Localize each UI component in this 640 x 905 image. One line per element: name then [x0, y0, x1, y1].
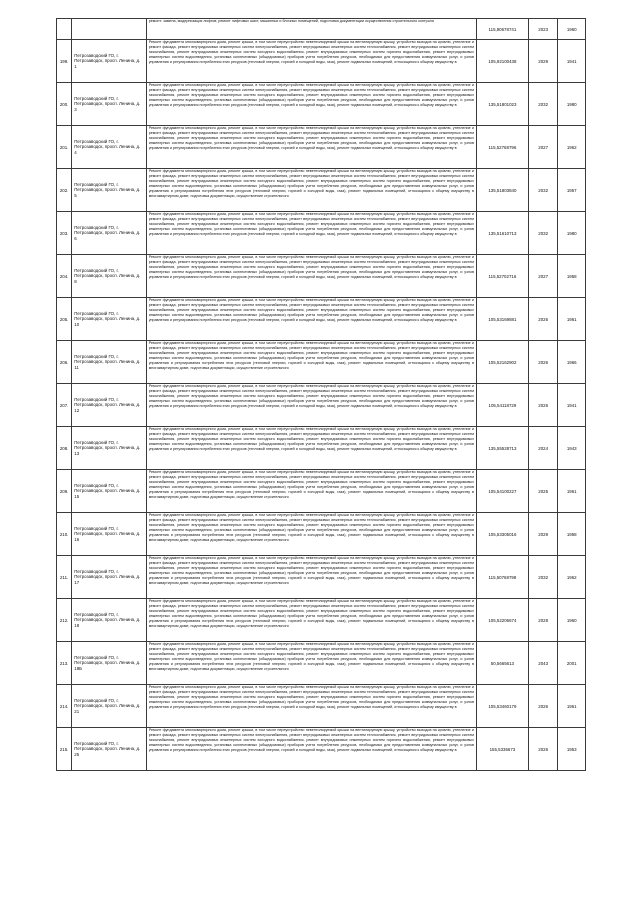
cost-amount-cell: 105,52206674: [476, 599, 528, 642]
address-cell: Петрозаводский ГО, г. Петрозаводск, просп. Ленина, д. 12: [72, 384, 146, 427]
planned-year-cell: 2026: [528, 384, 558, 427]
row-number-cell: 202.: [57, 169, 72, 212]
work-description-text: ремонт: замена, модернизация лифтов; ремонт лифтовых шахт, машинных и блочных помещений, подготовка документации осуществления строительного контроля: [148, 19, 434, 23]
row-number-cell: 205.: [57, 298, 72, 341]
table-row: [57, 556, 586, 599]
row-number-cell: 213.: [57, 642, 72, 685]
row-number-cell: 200.: [57, 83, 72, 126]
work-description-cell: [146, 255, 476, 298]
work-description-text: Ремонт фундамента многоквартирного дома, ремонт крыши, в том числе переустройство невентилируемой крыши на вентилируемую крышу, устройство выходов на кровлю, утепление и ремонт фасада, ремонт внутридомовых инженерных систем электроснабжения, ремонт внутридомовых инженерных систем теплоснабжения, ремонт внутридомовых инженерных систем газоснабжения, ремонт внутридомовых инженерных систем холодного водоснабжения, ремонт внутридомовых инженерных систем горячего водоснабжения, ремонт внутридомовых инженерных систем водоотведения, установка коллективных (общедомовых) приборов учета потребления ресурсов, необходимых для предоставления коммунальных услуг, и узлов управления и регулирования потребления этих ресурсов (тепловой энергии, горячей и холодной воды, газа), ремонт подвальных помещений, относящихся к общему имуществу в: [148, 728, 474, 752]
table-row: [57, 384, 586, 427]
cost-amount-cell: 115,90678741: [476, 19, 528, 40]
cost-amount-cell: 105,53460179: [476, 685, 528, 728]
cost-amount-cell: 135,55528713: [476, 427, 528, 470]
table-row: [57, 685, 586, 728]
row-number-cell: 199.: [57, 40, 72, 83]
planned-year-cell: 2026: [528, 298, 558, 341]
build-year-cell: 1961: [558, 685, 586, 728]
work-description-text: Ремонт фундамента многоквартирного дома, ремонт крыши, в том числе переустройство невентилируемой крыши на вентилируемую крышу, устройство выходов на кровлю, утепление и ремонт фасада, ремонт внутридомовых инженерных систем электроснабжения, ремонт внутридомовых инженерных систем теплоснабжения, ремонт внутридомовых инженерных систем газоснабжения, ремонт внутридомовых инженерных систем холодного водоснабжения, ремонт внутридомовых инженерных систем горячего водоснабжения, ремонт внутридомовых инженерных систем водоотведения, установка коллективных (общедомовых) приборов учета потребления ресурсов, необходимых для предоставления коммунальных услуг, и узлов управления и регулирования потребления этих ресурсов (тепловой энергии, горячей и холодной воды, газа), ремонт подвальных помещений, относящихся к общему имуществу в многоквартирном доме, подготовка документации, осуществление строительного: [148, 169, 474, 198]
work-description-text: Ремонт фундамента многоквартирного дома, ремонт крыши, в том числе переустройство невентилируемой крыши на вентилируемую крышу, устройство выходов на кровлю, утепление и ремонт фасада, ремонт внутридомовых инженерных систем электроснабжения, ремонт внутридомовых инженерных систем теплоснабжения, ремонт внутридомовых инженерных систем газоснабжения, ремонт внутридомовых инженерных систем холодного водоснабжения, ремонт внутридомовых инженерных систем горячего водоснабжения, ремонт внутридомовых инженерных систем водоотведения, установка коллективных (общедомовых) приборов учета потребления ресурсов, необходимых для предоставления коммунальных услуг, и узлов управления и регулирования потребления этих ресурсов (тепловой энергии, горячей и холодной воды, газа), ремонт подвальных помещений, относящихся к общему имуществу в: [148, 427, 474, 451]
row-number-cell: 215.: [57, 728, 72, 771]
cost-amount-cell: 105,54118729: [476, 384, 528, 427]
table-row: [57, 83, 586, 126]
row-number-cell: 211.: [57, 556, 72, 599]
row-number-cell: 212.: [57, 599, 72, 642]
build-year-cell: 1962: [558, 556, 586, 599]
planned-year-cell: 2026: [528, 728, 558, 771]
planned-year-cell: 2028: [528, 599, 558, 642]
table-row: [57, 255, 586, 298]
table-body: [57, 19, 586, 771]
address-cell: Петрозаводский ГО, г. Петрозаводск, просп. Ленина, д. 6: [72, 212, 146, 255]
cost-amount-cell: 135,51801023: [476, 83, 528, 126]
planned-year-cell: 2023: [528, 19, 558, 40]
table-row: [57, 40, 586, 83]
table-row: [57, 212, 586, 255]
cost-amount-cell: 135,51610713: [476, 212, 528, 255]
table-row: [57, 513, 586, 556]
work-description-cell: [146, 427, 476, 470]
work-description-cell: [146, 728, 476, 771]
row-number-cell: 204.: [57, 255, 72, 298]
planned-year-cell: 2032: [528, 212, 558, 255]
work-description-cell: [146, 470, 476, 513]
work-description-cell: [146, 685, 476, 728]
build-year-cell: 2001: [558, 642, 586, 685]
build-year-cell: 1957: [558, 169, 586, 212]
work-description-cell: [146, 556, 476, 599]
build-year-cell: 1960: [558, 599, 586, 642]
row-number-cell: 208.: [57, 427, 72, 470]
planned-year-cell: 2026: [528, 685, 558, 728]
planned-year-cell: 2026: [528, 341, 558, 384]
address-cell: Петрозаводский ГО, г. Петрозаводск, просп. Ленина, д. 10: [72, 298, 146, 341]
row-number-cell: 201.: [57, 126, 72, 169]
work-description-cell: [146, 126, 476, 169]
work-description-text: Ремонт фундамента многоквартирного дома, ремонт крыши, в том числе переустройство невентилируемой крыши на вентилируемую крышу, устройство выходов на кровлю, утепление и ремонт фасада, ремонт внутридомовых инженерных систем электроснабжения, ремонт внутридомовых инженерных систем теплоснабжения, ремонт внутридомовых инженерных систем газоснабжения, ремонт внутридомовых инженерных систем холодного водоснабжения, ремонт внутридомовых инженерных систем горячего водоснабжения, ремонт внутридомовых инженерных систем водоотведения, установка коллективных (общедомовых) приборов учета потребления ресурсов, необходимых для предоставления коммунальных услуг, и узлов управления и регулирования потребления этих ресурсов (тепловой энергии, горячей и холодной воды, газа), ремонт подвальных помещений, относящихся к общему имуществу в: [148, 212, 474, 236]
cost-amount-cell: 105,52162902: [476, 341, 528, 384]
cost-amount-cell: 105,92100438: [476, 40, 528, 83]
planned-year-cell: 2032: [528, 556, 558, 599]
cost-amount-cell: 105,53169881: [476, 298, 528, 341]
work-description-text: Ремонт фундамента многоквартирного дома, ремонт крыши, в том числе переустройство невентилируемой крыши на вентилируемую крышу, устройство выходов на кровлю, утепление и ремонт фасада, ремонт внутридомовых инженерных систем электроснабжения, ремонт внутридомовых инженерных систем теплоснабжения, ремонт внутридомовых инженерных систем газоснабжения, ремонт внутридомовых инженерных систем холодного водоснабжения, ремонт внутридомовых инженерных систем горячего водоснабжения, ремонт внутридомовых инженерных систем водоотведения, установка коллективных (общедомовых) приборов учета потребления ресурсов, необходимых для предоставления коммунальных услуг, и узлов управления и регулирования потребления этих ресурсов (тепловой энергии, горячей и холодной воды, газа), ремонт подвальных помещений, относящихся к общему имуществу в многоквартирном доме, подготовка документации, осуществление строительного: [148, 556, 474, 585]
table-row: [57, 599, 586, 642]
table-row: [57, 298, 586, 341]
planned-year-cell: 2032: [528, 169, 558, 212]
build-year-cell: 1958: [558, 255, 586, 298]
planned-year-cell: 2043: [528, 642, 558, 685]
work-description-text: Ремонт фундамента многоквартирного дома, ремонт крыши, в том числе переустройство невентилируемой крыши на вентилируемую крышу, устройство выходов на кровлю, утепление и ремонт фасада, ремонт внутридомовых инженерных систем электроснабжения, ремонт внутридомовых инженерных систем теплоснабжения, ремонт внутридомовых инженерных систем газоснабжения, ремонт внутридомовых инженерных систем холодного водоснабжения, ремонт внутридомовых инженерных систем горячего водоснабжения, ремонт внутридомовых инженерных систем водоотведения, установка коллективных (общедомовых) приборов учета потребления ресурсов, необходимых для предоставления коммунальных услуг, и узлов управления и регулирования потребления этих ресурсов (тепловой энергии, горячей и холодной воды, газа), ремонт подвальных помещений, относящихся к общему имуществу в: [148, 298, 474, 322]
cost-amount-cell: 115,50768798: [476, 556, 528, 599]
table-row: [57, 728, 586, 771]
planned-year-cell: 2029: [528, 40, 558, 83]
work-description-text: Ремонт фундамента многоквартирного дома, ремонт крыши, в том числе переустройство невентилируемой крыши на вентилируемую крышу, устройство выходов на кровлю, утепление и ремонт фасада, ремонт внутридомовых инженерных систем электроснабжения, ремонт внутридомовых инженерных систем теплоснабжения, ремонт внутридомовых инженерных систем газоснабжения, ремонт внутридомовых инженерных систем холодного водоснабжения, ремонт внутридомовых инженерных систем горячего водоснабжения, ремонт внутридомовых инженерных систем водоотведения, установка коллективных (общедомовых) приборов учета потребления ресурсов, необходимых для предоставления коммунальных услуг, и узлов управления и регулирования потребления этих ресурсов (тепловой энергии, горячей и холодной воды, газа), ремонт подвальных помещений, относящихся к общему имуществу в многоквартирном доме, подготовка документации, осуществление строительного: [148, 470, 474, 499]
work-description-cell: [146, 40, 476, 83]
address-cell: Петрозаводский ГО, г. Петрозаводск, просп. Ленина, д. 17: [72, 556, 146, 599]
planned-year-cell: 2027: [528, 255, 558, 298]
planned-year-cell: 2032: [528, 83, 558, 126]
address-cell: [72, 19, 146, 40]
row-number-cell: [57, 19, 72, 40]
build-year-cell: 1953: [558, 728, 586, 771]
capital-repair-table: [56, 18, 586, 771]
work-description-cell: [146, 83, 476, 126]
registry-table-page: [56, 18, 586, 771]
table-row: [57, 19, 586, 40]
work-description-cell: [146, 513, 476, 556]
build-year-cell: 1943: [558, 427, 586, 470]
build-year-cell: 1958: [558, 513, 586, 556]
work-description-text: Ремонт фундамента многоквартирного дома, ремонт крыши, в том числе переустройство невентилируемой крыши на вентилируемую крышу, устройство выходов на кровлю, утепление и ремонт фасада, ремонт внутридомовых инженерных систем электроснабжения, ремонт внутридомовых инженерных систем теплоснабжения, ремонт внутридомовых инженерных систем газоснабжения, ремонт внутридомовых инженерных систем холодного водоснабжения, ремонт внутридомовых инженерных систем горячего водоснабжения, ремонт внутридомовых инженерных систем водоотведения, установка коллективных (общедомовых) приборов учета потребления ресурсов, необходимых для предоставления коммунальных услуг, и узлов управления и регулирования потребления этих ресурсов (тепловой энергии, горячей и холодной воды, газа), ремонт подвальных помещений, относящихся к общему имуществу в: [148, 685, 474, 709]
address-cell: Петрозаводский ГО, г. Петрозаводск, просп. Ленина, д. 1: [72, 40, 146, 83]
work-description-text: Ремонт фундамента многоквартирного дома, ремонт крыши, в том числе переустройство невентилируемой крыши на вентилируемую крышу, устройство выходов на кровлю, утепление и ремонт фасада, ремонт внутридомовых инженерных систем электроснабжения, ремонт внутридомовых инженерных систем теплоснабжения, ремонт внутридомовых инженерных систем газоснабжения, ремонт внутридомовых инженерных систем холодного водоснабжения, ремонт внутридомовых инженерных систем горячего водоснабжения, ремонт внутридомовых инженерных систем водоотведения, установка коллективных (общедомовых) приборов учета потребления ресурсов, необходимых для предоставления коммунальных услуг, и узлов управления и регулирования потребления этих ресурсов (тепловой энергии, горячей и холодной воды, газа), ремонт подвальных помещений, относящихся к общему имуществу в: [148, 255, 474, 279]
row-number-cell: 207.: [57, 384, 72, 427]
build-year-cell: 1941: [558, 40, 586, 83]
work-description-cell: [146, 599, 476, 642]
planned-year-cell: 2024: [528, 427, 558, 470]
cost-amount-cell: 105,54100227: [476, 470, 528, 513]
cost-amount-cell: 105,53305016: [476, 513, 528, 556]
row-number-cell: 209.: [57, 470, 72, 513]
build-year-cell: 1966: [558, 341, 586, 384]
build-year-cell: 1961: [558, 298, 586, 341]
work-description-cell: [146, 341, 476, 384]
build-year-cell: 1980: [558, 83, 586, 126]
address-cell: Петрозаводский ГО, г. Петрозаводск, просп. Ленина, д. 5: [72, 169, 146, 212]
build-year-cell: 1941: [558, 384, 586, 427]
work-description-cell: [146, 19, 476, 40]
address-cell: Петрозаводский ГО, г. Петрозаводск, просп. Ленина, д. 8: [72, 255, 146, 298]
address-cell: Петрозаводский ГО, г. Петрозаводск, просп. Ленина, д. 25: [72, 728, 146, 771]
row-number-cell: 214.: [57, 685, 72, 728]
build-year-cell: 1960: [558, 19, 586, 40]
work-description-cell: [146, 212, 476, 255]
table-row: [57, 341, 586, 384]
row-number-cell: 203.: [57, 212, 72, 255]
build-year-cell: 1962: [558, 126, 586, 169]
work-description-cell: [146, 642, 476, 685]
cost-amount-cell: 115,52702716: [476, 255, 528, 298]
cost-amount-cell: 115,52768796: [476, 126, 528, 169]
table-row: [57, 169, 586, 212]
work-description-cell: [146, 384, 476, 427]
cost-amount-cell: 135,51803840: [476, 169, 528, 212]
address-cell: Петрозаводский ГО, г. Петрозаводск, просп. Ленина, д. 18: [72, 599, 146, 642]
table-row: [57, 642, 586, 685]
work-description-text: Ремонт фундамента многоквартирного дома, ремонт крыши, в том числе переустройство невентилируемой крыши на вентилируемую крышу, устройство выходов на кровлю, утепление и ремонт фасада, ремонт внутридомовых инженерных систем электроснабжения, ремонт внутридомовых инженерных систем теплоснабжения, ремонт внутридомовых инженерных систем газоснабжения, ремонт внутридомовых инженерных систем холодного водоснабжения, ремонт внутридомовых инженерных систем горячего водоснабжения, ремонт внутридомовых инженерных систем водоотведения, установка коллективных (общедомовых) приборов учета потребления ресурсов, необходимых для предоставления коммунальных услуг, и узлов управления и регулирования потребления этих ресурсов (тепловой энергии, горячей и холодной воды, газа), ремонт подвальных помещений, относящихся к общему имуществу в: [148, 126, 474, 150]
row-number-cell: 206.: [57, 341, 72, 384]
work-description-text: Ремонт фундамента многоквартирного дома, ремонт крыши, в том числе переустройство невентилируемой крыши на вентилируемую крышу, устройство выходов на кровлю, утепление и ремонт фасада, ремонт внутридомовых инженерных систем электроснабжения, ремонт внутридомовых инженерных систем теплоснабжения, ремонт внутридомовых инженерных систем газоснабжения, ремонт внутридомовых инженерных систем холодного водоснабжения, ремонт внутридомовых инженерных систем горячего водоснабжения, ремонт внутридомовых инженерных систем водоотведения, установка коллективных (общедомовых) приборов учета потребления ресурсов, необходимых для предоставления коммунальных услуг, и узлов управления и регулирования потребления этих ресурсов (тепловой энергии, горячей и холодной воды, газа), ремонт подвальных помещений, относящихся к общему имуществу в: [148, 384, 474, 408]
address-cell: Петрозаводский ГО, г. Петрозаводск, просп. Ленина, д. 3: [72, 83, 146, 126]
work-description-text: Ремонт фундамента многоквартирного дома, ремонт крыши, в том числе переустройство невентилируемой крыши на вентилируемую крышу, устройство выходов на кровлю, утепление и ремонт фасада, ремонт внутридомовых инженерных систем электроснабжения, ремонт внутридомовых инженерных систем теплоснабжения, ремонт внутридомовых инженерных систем газоснабжения, ремонт внутридомовых инженерных систем холодного водоснабжения, ремонт внутридомовых инженерных систем горячего водоснабжения, ремонт внутридомовых инженерных систем водоотведения, установка коллективных (общедомовых) приборов учета потребления ресурсов, необходимых для предоставления коммунальных услуг, и узлов управления и регулирования потребления этих ресурсов (тепловой энергии, горячей и холодной воды, газа), ремонт подвальных помещений, относящихся к общему имуществу в многоквартирном доме, подготовка документации, осуществление строительного: [148, 341, 474, 370]
table-row: [57, 427, 586, 470]
work-description-text: Ремонт фундамента многоквартирного дома, ремонт крыши, в том числе переустройство невентилируемой крыши на вентилируемую крышу, устройство выходов на кровлю, утепление и ремонт фасада, ремонт внутридомовых инженерных систем электроснабжения, ремонт внутридомовых инженерных систем теплоснабжения, ремонт внутридомовых инженерных систем газоснабжения, ремонт внутридомовых инженерных систем холодного водоснабжения, ремонт внутридомовых инженерных систем горячего водоснабжения, ремонт внутридомовых инженерных систем водоотведения, установка коллективных (общедомовых) приборов учета потребления ресурсов, необходимых для предоставления коммунальных услуг, и узлов управления и регулирования потребления этих ресурсов (тепловой энергии, горячей и холодной воды, газа), ремонт подвальных помещений, относящихся к общему имуществу в: [148, 40, 474, 64]
build-year-cell: 1980: [558, 212, 586, 255]
work-description-text: Ремонт фундамента многоквартирного дома, ремонт крыши, в том числе переустройство невентилируемой крыши на вентилируемую крышу, устройство выходов на кровлю, утепление и ремонт фасада, ремонт внутридомовых инженерных систем электроснабжения, ремонт внутридомовых инженерных систем теплоснабжения, ремонт внутридомовых инженерных систем газоснабжения, ремонт внутридомовых инженерных систем холодного водоснабжения, ремонт внутридомовых инженерных систем горячего водоснабжения, ремонт внутридомовых инженерных систем водоотведения, установка коллективных (общедомовых) приборов учета потребления ресурсов, необходимых для предоставления коммунальных услуг, и узлов управления и регулирования потребления этих ресурсов (тепловой энергии, горячей и холодной воды, газа), ремонт подвальных помещений, относящихся к общему имуществу в многоквартирном доме, подготовка документации, осуществление строительного: [148, 642, 474, 671]
build-year-cell: 1961: [558, 470, 586, 513]
planned-year-cell: 2027: [528, 126, 558, 169]
table-row: [57, 470, 586, 513]
planned-year-cell: 2025: [528, 470, 558, 513]
work-description-cell: [146, 298, 476, 341]
address-cell: Петрозаводский ГО, г. Петрозаводск, просп. Ленина, д. 18Б: [72, 642, 146, 685]
address-cell: Петрозаводский ГО, г. Петрозаводск, просп. Ленина, д. 16: [72, 513, 146, 556]
work-description-cell: [146, 169, 476, 212]
work-description-text: Ремонт фундамента многоквартирного дома, ремонт крыши, в том числе переустройство невентилируемой крыши на вентилируемую крышу, устройство выходов на кровлю, утепление и ремонт фасада, ремонт внутридомовых инженерных систем электроснабжения, ремонт внутридомовых инженерных систем теплоснабжения, ремонт внутридомовых инженерных систем газоснабжения, ремонт внутридомовых инженерных систем холодного водоснабжения, ремонт внутридомовых инженерных систем горячего водоснабжения, ремонт внутридомовых инженерных систем водоотведения, установка коллективных (общедомовых) приборов учета потребления ресурсов, необходимых для предоставления коммунальных услуг, и узлов управления и регулирования потребления этих ресурсов (тепловой энергии, горячей и холодной воды, газа), ремонт подвальных помещений, относящихся к общему имуществу в многоквартирном доме, подготовка документации, осуществление строительного: [148, 599, 474, 628]
address-cell: Петрозаводский ГО, г. Петрозаводск, просп. Ленина, д. 11: [72, 341, 146, 384]
cost-amount-cell: 155,5336673: [476, 728, 528, 771]
row-number-cell: 210.: [57, 513, 72, 556]
work-description-text: Ремонт фундамента многоквартирного дома, ремонт крыши, в том числе переустройство невентилируемой крыши на вентилируемую крышу, устройство выходов на кровлю, утепление и ремонт фасада, ремонт внутридомовых инженерных систем электроснабжения, ремонт внутридомовых инженерных систем теплоснабжения, ремонт внутридомовых инженерных систем газоснабжения, ремонт внутридомовых инженерных систем холодного водоснабжения, ремонт внутридомовых инженерных систем горячего водоснабжения, ремонт внутридомовых инженерных систем водоотведения, установка коллективных (общедомовых) приборов учета потребления ресурсов, необходимых для предоставления коммунальных услуг, и узлов управления и регулирования потребления этих ресурсов (тепловой энергии, горячей и холодной воды, газа), ремонт подвальных помещений, относящихся к общему имуществу в многоквартирном доме, подготовка документации, осуществление строительного: [148, 513, 474, 542]
planned-year-cell: 2029: [528, 513, 558, 556]
cost-amount-cell: 50,5665613: [476, 642, 528, 685]
work-description-text: Ремонт фундамента многоквартирного дома, ремонт крыши, в том числе переустройство невентилируемой крыши на вентилируемую крышу, устройство выходов на кровлю, утепление и ремонт фасада, ремонт внутридомовых инженерных систем электроснабжения, ремонт внутридомовых инженерных систем теплоснабжения, ремонт внутридомовых инженерных систем газоснабжения, ремонт внутридомовых инженерных систем холодного водоснабжения, ремонт внутридомовых инженерных систем горячего водоснабжения, ремонт внутридомовых инженерных систем водоотведения, установка коллективных (общедомовых) приборов учета потребления ресурсов, необходимых для предоставления коммунальных услуг, и узлов управления и регулирования потребления этих ресурсов (тепловой энергии, горячей и холодной воды, газа), ремонт подвальных помещений, относящихся к общему имуществу в: [148, 83, 474, 107]
table-row: [57, 126, 586, 169]
address-cell: Петрозаводский ГО, г. Петрозаводск, просп. Ленина, д. 4: [72, 126, 146, 169]
address-cell: Петрозаводский ГО, г. Петрозаводск, просп. Ленина, д. 15: [72, 470, 146, 513]
address-cell: Петрозаводский ГО, г. Петрозаводск, просп. Ленина, д. 13: [72, 427, 146, 470]
address-cell: Петрозаводский ГО, г. Петрозаводск, просп. Ленина, д. 21: [72, 685, 146, 728]
